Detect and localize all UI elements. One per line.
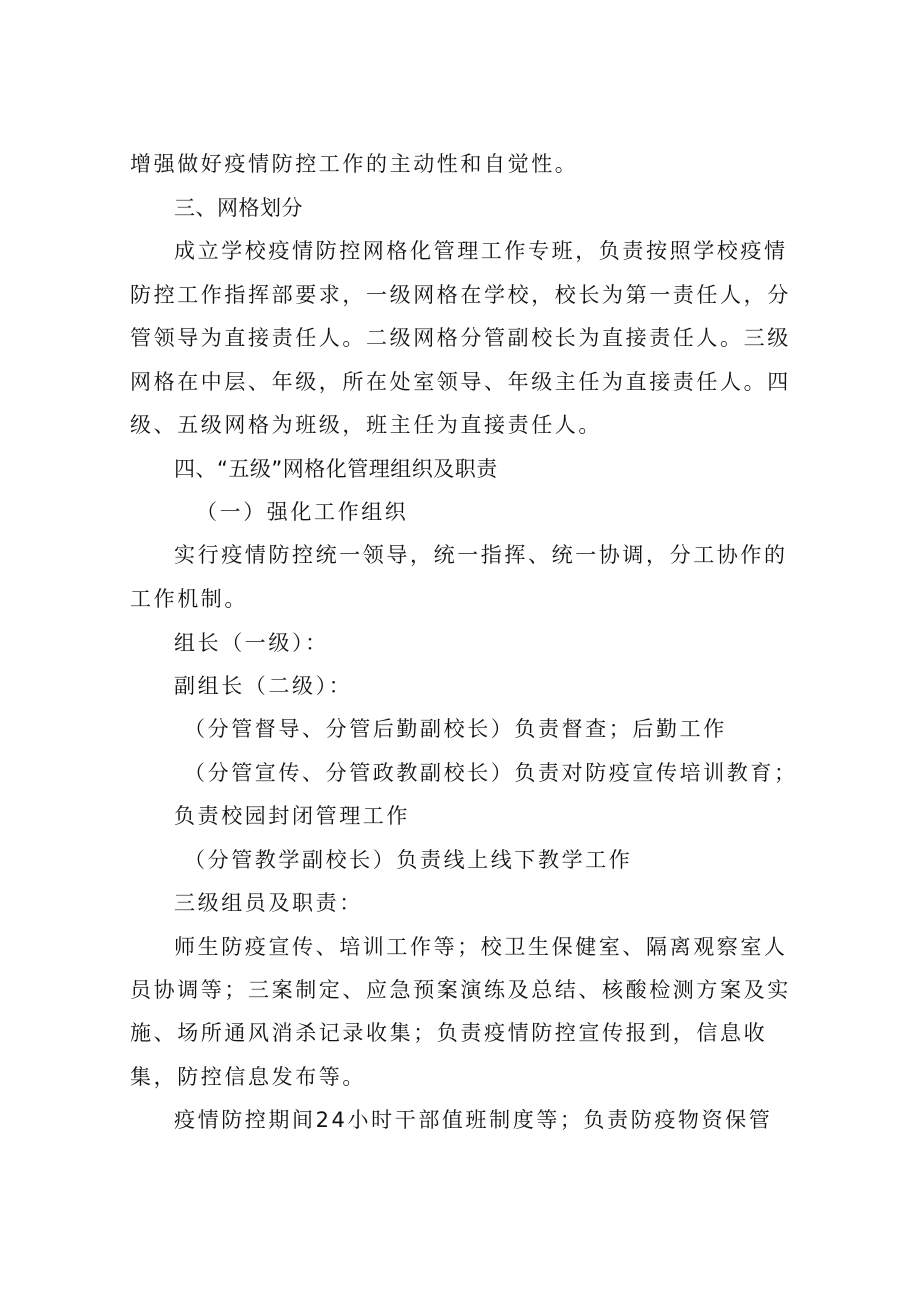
body-line: 网格在中层、年级，所在处室领导、年级主任为直接责任人。四 bbox=[130, 370, 791, 394]
body-line: 集，防控信息发布等。 bbox=[130, 1065, 366, 1089]
body-line: 副组长（二级）： bbox=[174, 674, 353, 698]
body-line: 工作机制。 bbox=[130, 587, 248, 611]
body-line: 员协调等；三案制定、应急预案演练及总结、核酸检测方案及实 bbox=[130, 978, 791, 1002]
body-line: 防控工作指挥部要求，一级网格在学校，校长为第一责任人，分 bbox=[130, 283, 791, 307]
body-line: 师生防疫宣传、培训工作等；校卫生保健室、隔离观察室人 bbox=[174, 935, 788, 959]
body-line: 管领导为直接责任人。二级网格分管副校长为直接责任人。三级 bbox=[130, 326, 791, 350]
body-line: 成立学校疫情防控网格化管理工作专班，负责按照学校疫情 bbox=[174, 239, 788, 263]
body-line: 三级组员及职责： bbox=[174, 891, 363, 915]
body-line: （分管督导、分管后勤副校长）负责督查；后勤工作 bbox=[184, 717, 727, 741]
body-line: 增强做好疫情防控工作的主动性和自觉性。 bbox=[130, 152, 579, 176]
body-line: 负责校园封闭管理工作 bbox=[174, 804, 410, 828]
body-line: 级、五级网格为班级，班主任为直接责任人。 bbox=[130, 413, 602, 437]
body-line: 疫情防控期间24小时干部值班制度等；负责防疫物资保管 bbox=[174, 1108, 773, 1132]
body-line: （分管宣传、分管政教副校长）负责对防疫宣传培训教育； bbox=[184, 761, 798, 785]
subsection-heading: （一）强化工作组织 bbox=[196, 500, 409, 524]
body-line: （分管教学副校长）负责线上线下教学工作 bbox=[184, 848, 633, 872]
section-heading: 四、“五级”网格化管理组织及职责 bbox=[174, 457, 498, 481]
body-line: 施、场所通风消杀记录收集；负责疫情防控宣传报到，信息收 bbox=[130, 1021, 768, 1045]
body-line: 组长（一级）： bbox=[174, 631, 329, 655]
body-line: 实行疫情防控统一领导，统一指挥、统一协调，分工协作的 bbox=[174, 543, 788, 567]
section-heading: 三、网格划分 bbox=[174, 196, 303, 220]
